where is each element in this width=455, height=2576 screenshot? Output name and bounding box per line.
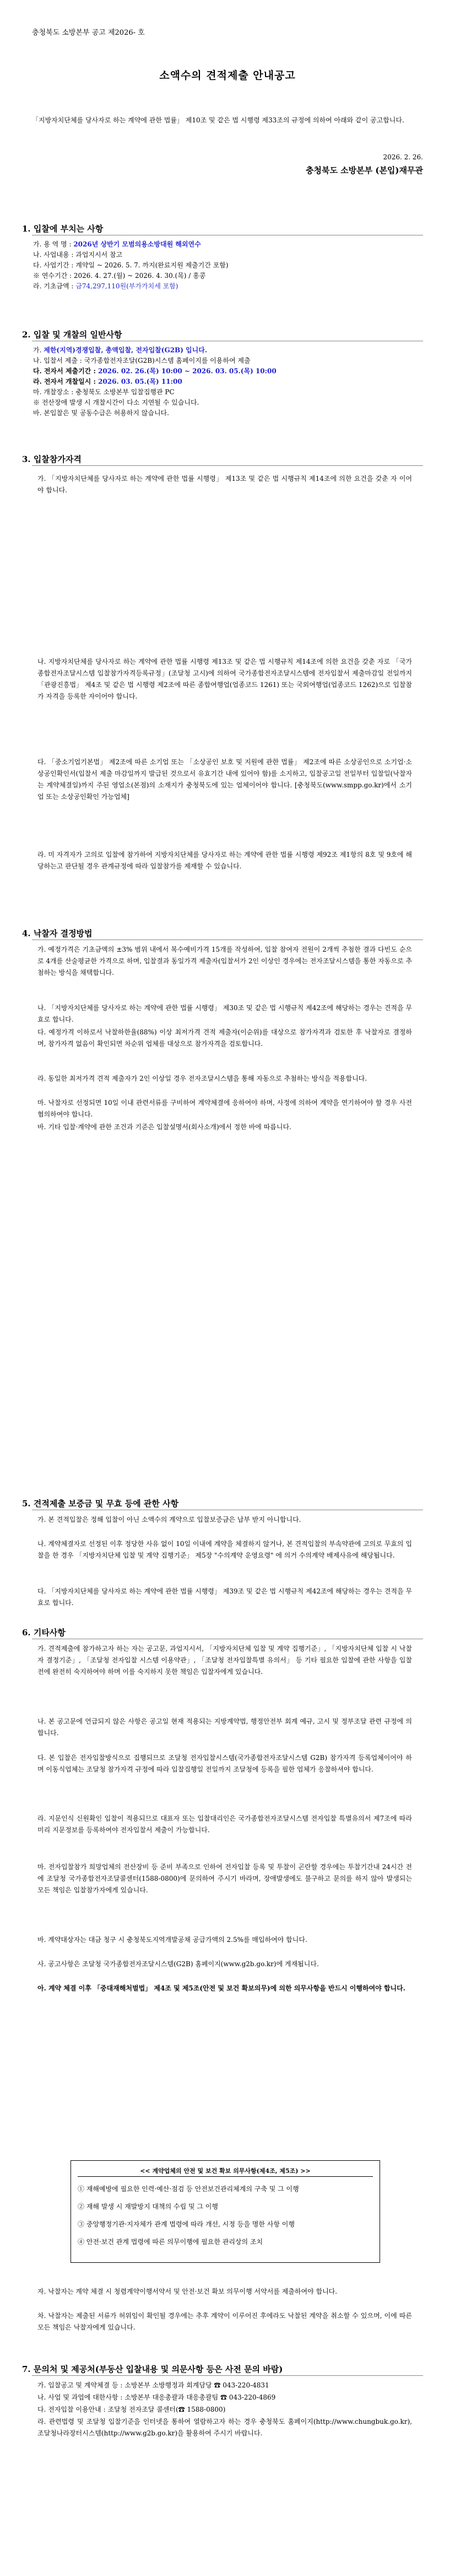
list-item: 나. 사업내용 : 과업지시서 참고 — [33, 251, 123, 259]
section-4-para-c: 다. 예정가격 이하로서 낙찰하한율(88%) 이상 최저가격 견적 제출자(이순위)를 대상으로 참가자격과 검토한 후 낙찰자로 결정하며, 참가자격 없음이 확인되면 차순위 업체를 대상으로 참가자격을 검토합니다. — [37, 1028, 412, 1048]
list-item: ※ 연수기간 : 2026. 4. 27.(월) ~ 2026. 4. 30.(목) / 홍콩 — [33, 272, 206, 280]
section-4-para-b: 나. 「지방자치단체를 당사자로 하는 계약에 관한 법률 시행령」 제30조 및 같은 법 시행규칙 제42조에 해당하는 경우는 견적을 무효로 합니다. — [37, 1004, 412, 1023]
section-6-para-a: 가. 견적제출에 참가하고자 하는 자는 공고문, 과업지시서, 「지방자치단체 입찰 및 계약 집행기준」, 「지방자치단체 입찰 시 낙찰자 결정기준」, 「조달청 전자입찰 시스템 이용약관」, 「조달청 전자입찰특별 유의서」 등 기타 필요한 입찰에 관한 사항을 입찰 전에 완전히 숙지하여야 하며 이를 숙지하지 못한 책임은 입찰자에게 있습니다. — [37, 1645, 412, 1676]
list-item: ① 재해예방에 필요한 인력·예산·점검 등 안전보건관리체계의 구축 및 그 이행 — [78, 2185, 299, 2193]
section-3-para-a: 가. 「지방자치단체를 당사자로 하는 계약에 관한 법률 시행령」 제13조 및 같은 법 시행규칙 제14조에 의한 요건을 갖춘 자 이어야 합니다. — [37, 475, 412, 494]
list-item: 마. 개찰장소 : 충청북도 소방본부 입찰집행관 PC — [33, 388, 175, 396]
section-3-para-b: 나. 지방자치단체를 당사자로 하는 계약에 관한 법률 시행령 제13조 및 같은 법 시행규칙 제14조에 의한 요건을 갖춘 자로 「국가종합전자조달시스템 입찰참가자격등록규정」(조달청 고시)에 의하여 국가종합전자조달시스템에 전자입찰서 제출마감일 전일까지 「관광진흥법」 제4조 및 같은 법 시행령 제2조에 따른 종합여행업(업종코드 1261) 또는 국외여행업(업종코드 1262)으로 입찰참가 자격을 등록한 자이어야 합니다. — [37, 658, 412, 700]
section-3-rule — [32, 465, 423, 466]
list-item: ④ 안전·보건 관계 법령에 따른 의무이행에 필요한 관리상의 조치 — [78, 2238, 263, 2246]
section-6-title: 6. 기타사항 — [22, 1628, 66, 1638]
section-7-para-a: 가. 입찰공고 및 계약체결 등 : 소방본부 소방행정과 회계담당 ☎ 043-220-4831 — [37, 2381, 269, 2389]
list-item: 다. 전자서 제출기간 : 2026. 02. 26.(목) 10:00 ~ 2026. 03. 05.(목) 10:00 — [33, 367, 277, 375]
section-3-para-d: 라. 미 자격자가 고의로 입찰에 참가하여 지방자치단체를 당사자로 하는 계약에 관한 법률 시행령 제92조 제1항의 8호 및 9호에 해당하는고 판단될 경우 관계규정에 따라 입찰참가를 제재할 수 있습니다. — [37, 851, 412, 870]
section-4-para-d: 라. 동일한 최저가격 견적 제출자가 2인 이상일 경우 전자조달시스템을 통해 자동으로 추첨하는 방식을 적용합니다. — [37, 1075, 367, 1082]
notice-number: 충청북도 소방본부 공고 제2026- 호 — [32, 29, 145, 37]
section-2-title: 2. 입찰 및 개찰의 일반사항 — [22, 330, 122, 340]
section-3-para-c: 다. 「중소기업기본법」 제2조에 따른 소기업 또는 「소상공인 보호 및 지원에 관한 법률」 제2조에 따른 소상공인으로 소기업·소상공인확인서(입찰서 제출 마감일까지 발급된 것으로서 유효기간 내에 있어야 함)를 소지하고, 입찰공고일 전일부터 입찰일(낙찰자는 계약체결일)까지 주된 영업소(본점)의 소재지가 충청북도에 있는 업체이어야 합니다. [충청북도(www.smpp.go.kr)에서 소기업 또는 소상공인확인 가능업체] — [37, 758, 412, 801]
list-item: 가. 제한(지역)경쟁입찰, 총액입찰, 전자입찰(G2B) 입니다. — [33, 346, 208, 354]
section-7-para-c: 다. 전자입찰 이용안내 : 조달청 전자조달 콜센터(☎ 1588-0800) — [37, 2406, 226, 2413]
section-6-para-j: 차. 낙찰자는 제출된 서류가 허위임이 확인될 경우에는 추후 계약이 이루어진 후에라도 낙찰된 계약을 취소할 수 있으며, 이에 따른 모든 책임은 낙찰자에게 있습니다. — [37, 2312, 412, 2331]
section-6-para-g: 사. 공고사항은 조달청 국가종합전자조달시스템(G2B) 홈페이지(www.g2b.go.kr)에 게재됩니다. — [37, 1960, 319, 1968]
section-6-para-e: 마. 전자입찰참가 희망업체의 전산장비 등 준비 부족으로 인하여 전자입찰 등록 및 투찰이 곤란할 경우에는 투찰기간내 24시간 전에 조달청 국가종합전자조달콜센터(1588-0800)에 문의하여 주시기 바라며, 장애발생에도 불구하고 문의를 하지 않아 발생되는 모든 책임은 입찰참가자에게 있습니다. — [37, 1863, 412, 1894]
section-6-para-d: 라. 지문인식 신원확인 입찰이 적용되므로 대표자 또는 입찰대리인은 국가종합전자조달시스템 전자입찰 특별유의서 제7조에 따라 미리 지문정보를 등록하여야 전자입찰서 제출이 가능합니다. — [37, 1815, 412, 1834]
section-6-para-c: 다. 본 입찰은 전자입찰방식으로 집행되므로 조달청 전자입찰시스템(국가종합전자조달시스템 G2B) 참가자격 등록업체이어야 하며 이동식업체는 조달청 참가자격 규정에 따라 입찰집행일 전일까지 조달청에 등록을 필한 업체가 응찰하셔야 합니다. — [37, 1754, 412, 1773]
section-7-title: 7. 문의처 및 제공처(부동산 입찰내용 및 의문사항 등은 사전 문의 바람) — [22, 2364, 283, 2374]
section-4-title: 4. 낙찰자 결정방법 — [22, 929, 93, 938]
section-6-para-h: 아. 계약 체결 이후 「중대재해처벌법」 제4조 및 제5조(안전 및 보건 확보의무)에 의한 의무사항을 반드시 이행하여야 합니다. — [37, 1984, 405, 1992]
section-6-para-f: 바. 계약대상자는 대금 청구 시 충청북도지역개발공채 공급가액의 2.5%를 매입하여야 합니다. — [37, 1936, 307, 1944]
section-5-para-c: 다. 「지방자치단체를 당사자로 하는 계약에 관한 법률 시행령」 제39조 및 같은 법 시행규칙 제42조에 해당하는 경우는 견적을 무효로 합니다. — [37, 1587, 412, 1607]
safety-box-rule — [78, 2176, 373, 2177]
list-item: 다. 사업기간 : 계약일 ~ 2026. 5. 7. 까지(완료지원 제출기간 포함) — [33, 261, 229, 269]
list-item: ③ 중앙행정기관·지자체가 관계 법령에 따라 개선, 시정 등을 명한 사항 이행 — [78, 2220, 295, 2228]
section-6-para-b: 나. 본 공고문에 언급되지 않은 사항은 공고일 현재 적용되는 지방계약법, 행정안전부 회계 예규, 고시 및 정부조달 관련 규정에 의합니다. — [37, 1718, 412, 1737]
notice-date: 2026. 2. 26. — [383, 153, 423, 161]
section-3-title: 3. 입찰참가자격 — [22, 454, 82, 464]
list-item: 라. 기초금액 : 금74,297,110원(부가가치세 포함) — [33, 282, 178, 290]
list-item: 라. 전자서 개찰일시 : 2026. 03. 05.(목) 11:00 — [33, 378, 182, 385]
section-5-para-a: 가. 본 견적입찰은 정해 입찰이 아닌 소액수의 계약으로 입찰보증금은 납부 받지 아니합니다. — [37, 1516, 301, 1523]
section-4-para-a: 가. 예정가격은 기초금액의 ±3% 범위 내에서 복수예비가격 15개를 작성하여, 입찰 참여자 전원이 2개씩 추첨한 결과 다빈도 순으로 4개를 산술평균한 가격으로 하며, 입찰결과 동일가격 제출자(입찰서가 2인 이상인 경우에는 전자조달시스템을 통한 자동으로 추첨하는 방식을 채택합니다. — [37, 946, 412, 976]
section-7-para-b: 나. 사업 및 과업에 대한사항 : 소방본부 대응총괄과 대응총괄팀 ☎ 043-220-4869 — [37, 2393, 276, 2401]
list-item: ② 재해 발생 시 재발방지 대책의 수립 및 그 이행 — [78, 2203, 218, 2210]
safety-duties-box — [71, 2160, 380, 2263]
safety-box-heading: << 계약업체의 안전 및 보건 확보 의무사항(제4조, 제5조) >> — [140, 2167, 311, 2175]
issuing-org: 충청북도 소방본부 (본입)재무관 — [305, 165, 423, 175]
section-5-title: 5. 견적제출 보증금 및 무효 등에 관한 사항 — [22, 1499, 179, 1509]
section-1-title: 1. 입찰에 부치는 사항 — [22, 224, 104, 234]
section-5-para-b: 나. 계약체결자로 선정된 이후 정당한 사유 없이 10일 이내에 계약을 체결하지 않거나, 본 견적입찰의 부속약관에 고의로 무효의 입찰을 한 경우 「지방자치단체 입찰 및 계약 집행기준」 제5장 "수의계약 운영요령" 에 의거 수의계약 배제사유에 해당됩니다. — [37, 1540, 412, 1559]
list-item: 가. 용 역 명 : 2026년 상반기 모범의용소방대원 해외연수 — [33, 240, 201, 248]
section-1-list — [33, 239, 419, 292]
list-item: 바. 본입찰은 및 공동수급은 허용하지 않습니다. — [33, 409, 169, 417]
section-6-para-i: 자. 낙찰자는 계약 체결 시 청렴계약이행서약서 및 안전·보건 확보 의무이행 서약서를 제출하여야 합니다. — [37, 2288, 338, 2295]
section-4-para-f: 바. 기타 입찰·계약에 관한 조건과 기준은 입찰설명서(회사소개)에서 정한 바에 따릅니다. — [37, 1123, 291, 1131]
list-item: 나. 입찰서 제출 : 국가종합전자조달(G2B)시스템 홈페이지를 이용하여 제출 — [33, 357, 251, 364]
intro-text: 「지방자치단체를 당사자로 하는 계약에 관한 법률」 제10조 및 같은 법 시행령 제33조의 규정에 의하여 아래와 같이 공고합니다. — [32, 116, 404, 124]
section-4-para-e: 마. 낙찰자로 선정되면 10일 이내 관련서류를 구비하여 계약체결에 응하여야 하며, 사정에 의하여 계약을 연기하여야 할 경우 사전 협의하여야 합니다. — [37, 1099, 412, 1118]
section-7-rule — [32, 2375, 423, 2376]
page-title: 소액수의 견적제출 안내공고 — [159, 69, 296, 82]
list-item: ※ 전산장애 발생 시 개찰시간이 다소 지연될 수 있습니다. — [33, 399, 199, 406]
section-7-para-d: 라. 관련법령 및 조달청 입찰기준을 인터넷을 통하여 열람하고자 하는 경우 충청북도 홈페이지(http://www.chungbuk.go.kr), 조달청나라장터시스템(http://www.g2b.go.kr)을 활용하여 주시기 바랍니다. — [37, 2418, 412, 2437]
section-2-list — [33, 345, 419, 418]
